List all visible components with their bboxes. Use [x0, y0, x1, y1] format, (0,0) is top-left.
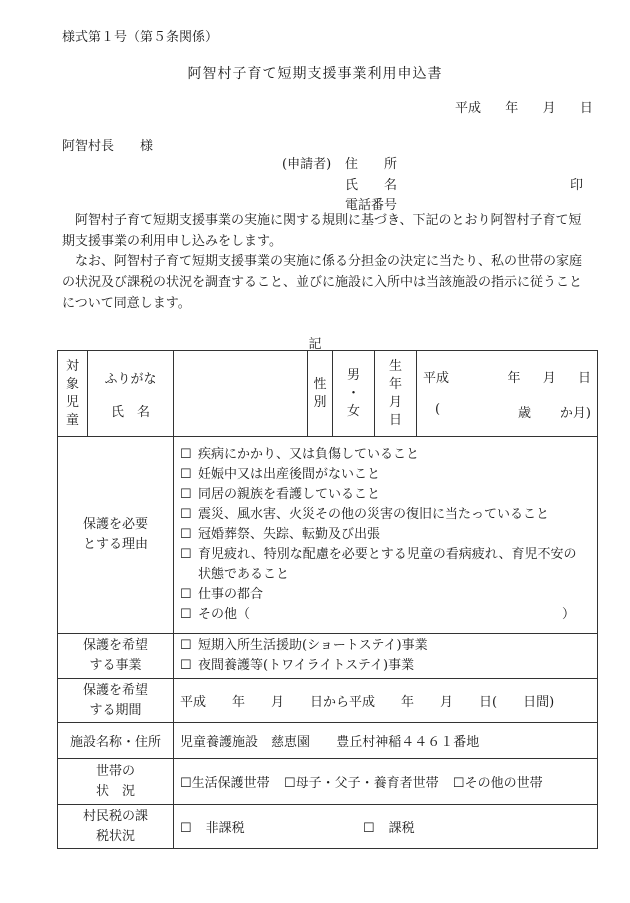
checkbox-icon: ☐ — [180, 776, 192, 791]
other-close-paren: ） — [561, 607, 575, 622]
household-row — [58, 759, 598, 805]
period-label: 保護を希望 する期間 — [58, 679, 174, 723]
child-name-field[interactable] — [174, 351, 308, 437]
checkbox-icon: ☐ — [180, 467, 192, 482]
body-paragraph-1: 阿智村子育て短期支援事業の実施に関する規則に基づき、下記のとおり阿智村子育て短期支援事業の利用申し込みをします。 — [62, 213, 582, 249]
checkbox-icon: ☐ — [362, 821, 375, 836]
ki-heading: 記 — [308, 337, 322, 352]
age-line: ( 歳 か月) — [435, 401, 591, 421]
facility-label: 施設名称・住所 — [58, 723, 174, 759]
period-row — [58, 679, 598, 723]
checkbox-icon: ☐ — [180, 821, 192, 836]
checkbox-icon: ☐ — [180, 507, 192, 522]
applicant-address-label: 住 所 — [345, 157, 398, 172]
household-option-welfare[interactable]: ☐生活保護世帯 — [180, 776, 270, 791]
facility-name: 児童養護施設 慈恵園 — [180, 735, 311, 750]
reason-option-other[interactable]: ☐ その他（ ） — [180, 605, 591, 625]
tax-options — [174, 805, 598, 849]
household-option-single-parent[interactable]: ☐母子・父子・養育者世帯 — [283, 776, 439, 791]
reason-option-3[interactable]: ☐ 同居の親族を看護していること — [180, 485, 591, 505]
birthdate-line: 平成 年 月 日 — [423, 370, 591, 386]
service-option-twilight-stay[interactable]: ☐ 夜間養護等(トワイライトステイ)事業 — [180, 656, 591, 676]
reason-option-7[interactable]: ☐ 仕事の都合 — [180, 585, 591, 605]
reason-option-6-continuation: 状態であること — [198, 567, 290, 582]
name-label: 氏 名 — [110, 404, 150, 420]
date-year: 年 — [505, 101, 519, 116]
addressee: 阿智村長 様 — [62, 139, 154, 154]
service-label: 保護を希望 する事業 — [58, 634, 174, 679]
household-label: 世帯の 状 況 — [58, 759, 174, 805]
furigana-name-label — [88, 351, 174, 437]
applicant-label: (申請者) — [282, 157, 332, 172]
sex-label: 性 別 — [308, 351, 333, 437]
reason-option-2[interactable]: ☐ 妊娠中又は出産後間がないこと — [180, 465, 591, 485]
checkbox-icon: ☐ — [180, 447, 192, 462]
tax-label: 村民税の課 税状況 — [58, 805, 174, 849]
application-table — [57, 350, 598, 849]
facility-row — [58, 723, 598, 759]
checkbox-icon: ☐ — [180, 527, 192, 542]
service-row — [58, 634, 598, 679]
application-date — [455, 97, 593, 116]
birthdate-label: 生 年 月 日 — [375, 351, 417, 437]
applicant-phone-label: 電話番号 — [345, 198, 398, 213]
date-day: 日 — [579, 101, 593, 116]
child-row — [58, 351, 598, 437]
sex-female: 女 — [346, 403, 360, 419]
facility-value — [174, 723, 598, 759]
tax-option-exempt[interactable]: ☐ 非課税 — [180, 821, 245, 836]
child-label: 対 象 児 童 — [58, 351, 88, 437]
reason-option-4[interactable]: ☐ 震災、風水害、火災その他の災害の復旧に当たっていること — [180, 505, 591, 525]
reason-options — [174, 437, 598, 634]
sex-options[interactable] — [333, 351, 375, 437]
reason-row — [58, 437, 598, 634]
checkbox-icon: ☐ — [180, 587, 192, 602]
checkbox-icon: ☐ — [452, 776, 465, 791]
checkbox-icon: ☐ — [180, 638, 192, 653]
checkbox-icon: ☐ — [180, 547, 192, 562]
sex-dot: ・ — [346, 385, 360, 401]
date-era: 平成 — [455, 101, 482, 116]
service-options — [174, 634, 598, 679]
reason-option-1[interactable]: ☐ 疾病にかかり、又は負傷していること — [180, 445, 591, 465]
reason-option-6[interactable]: ☐ 育児疲れ、特別な配慮を必要とする児童の看病疲れ、育児不安の — [180, 545, 591, 565]
checkbox-icon: ☐ — [180, 487, 192, 502]
furigana-label: ふりがな — [104, 371, 157, 387]
reason-label: 保護を必要 とする理由 — [58, 437, 174, 634]
form-title: 阿智村子育て短期支援事業利用申込書 — [187, 66, 443, 82]
applicant-name-label: 氏 名 — [345, 178, 398, 193]
body-paragraph-2: なお、阿智村子育て短期支援事業の実施に係る分担金の決定に当たり、私の世帯の家庭の状況及び課税の状況を調査すること、並びに施設に入所中は当該施設の指示に従うことについて同意します。 — [62, 254, 583, 311]
checkbox-icon: ☐ — [180, 607, 192, 622]
facility-address: 豊丘村神稲４４６１番地 — [336, 735, 480, 750]
tax-option-taxed[interactable]: ☐ 課税 — [362, 821, 415, 836]
checkbox-icon: ☐ — [283, 776, 296, 791]
household-option-other[interactable]: ☐その他の世帯 — [452, 776, 543, 791]
period-field[interactable]: 平成 年 月 日から平成 年 月 日( 日間) — [174, 679, 598, 723]
birthdate-field[interactable] — [417, 351, 598, 437]
sex-male: 男 — [346, 367, 360, 383]
service-option-short-stay[interactable]: ☐ 短期入所生活援助(ショートステイ)事業 — [180, 636, 591, 656]
tax-row — [58, 805, 598, 849]
form-number: 様式第１号（第５条関係） — [62, 30, 219, 45]
reason-option-5[interactable]: ☐ 冠婚葬祭、失踪、転勤及び出張 — [180, 525, 591, 545]
date-month: 月 — [542, 101, 556, 116]
household-options — [174, 759, 598, 805]
seal-mark: 印 — [570, 178, 584, 193]
checkbox-icon: ☐ — [180, 658, 192, 673]
